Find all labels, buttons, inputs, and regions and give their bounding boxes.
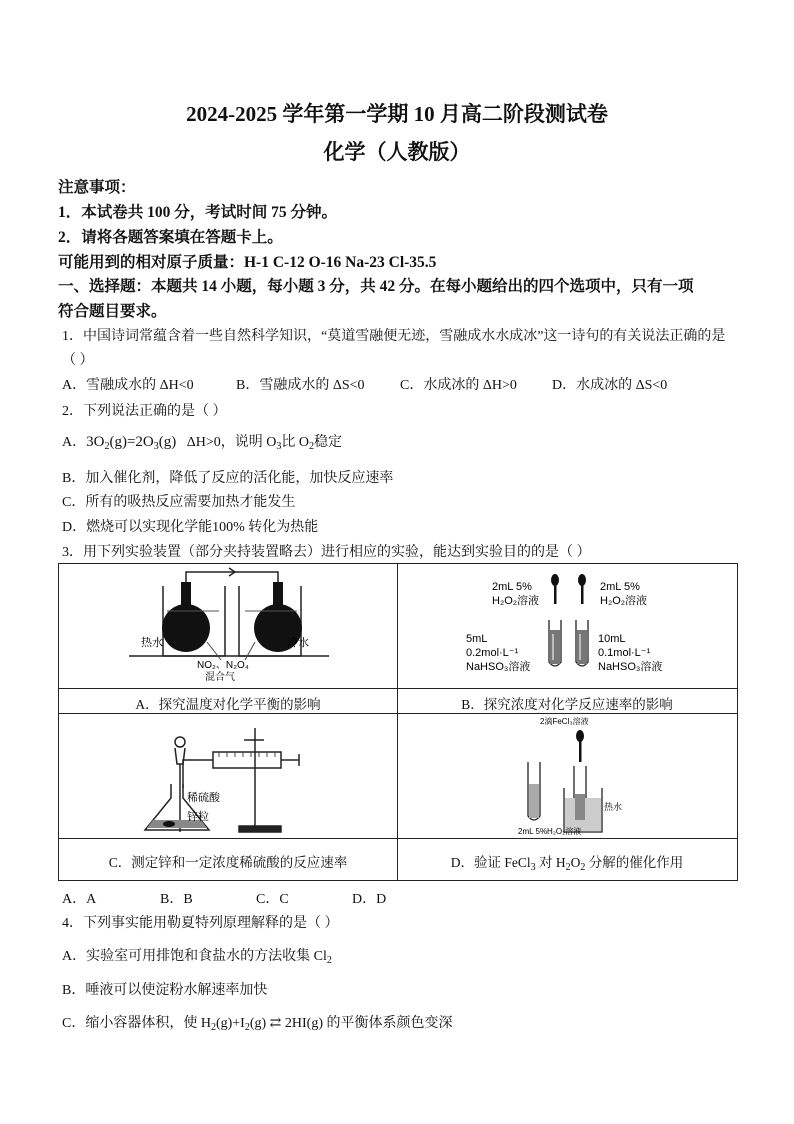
q3-figure-table bbox=[58, 563, 738, 881]
q2-option-d: D．燃烧可以实现化学能100% 转化为热能 bbox=[62, 520, 319, 535]
section-heading-line1: 一、选择题：本题共 14 小题，每小题 3 分，共 42 分。在每小题给出的四个选项中，只有一项 bbox=[58, 278, 694, 295]
q1-option-c: C．水成冰的 ΔH>0 bbox=[400, 378, 517, 393]
figure-b-left-drop-1: 2mL 5% bbox=[492, 581, 532, 593]
figure-a-cold-label: 冷水 bbox=[287, 637, 309, 649]
q4-stem: 4．下列事实能用勒夏特列原理解释的是（ ） bbox=[62, 916, 339, 931]
q2-option-a: A．$3O_2(g)=2O_3(g)$ ΔH>0，说明 $O_3$比 $O_2$稳定 bbox=[62, 434, 343, 452]
atomic-mass-line: 可能用到的相对原子质量：H-1 C-12 O-16 Na-23 Cl-35.5 bbox=[58, 254, 437, 271]
q4-option-c: C．缩小容器体积，使 $H_2(g)+I_2(g)$ ⇄ 2HI(g) 的平衡体系颜色变深 bbox=[62, 1016, 453, 1033]
figure-b-right-sol-1: 10mL bbox=[598, 633, 626, 645]
notes-item-1: 1．本试卷共 100 分，考试时间 75 分钟。 bbox=[58, 204, 338, 221]
q3-option-d: D．D bbox=[352, 892, 387, 907]
q4-option-a: A．实验室可用排饱和食盐水的方法收集 $Cl_2$ bbox=[62, 949, 332, 966]
figure-b-caption: B．探究浓度对化学反应速率的影响 bbox=[461, 697, 673, 712]
figure-a-flasks bbox=[59, 564, 397, 688]
figure-a-caption: A．探究温度对化学平衡的影响 bbox=[135, 697, 321, 712]
figure-b-left-sol-3: NaHSO₃溶液 bbox=[466, 661, 531, 673]
figure-b-right-drop-2: H₂O₂溶液 bbox=[600, 595, 648, 607]
figure-d-drop-label: 2滴FeCl₃溶液 bbox=[540, 717, 589, 726]
q3-stem: 3．用下列实验装置（部分夹持装置略去）进行相应的实验，能达到实验目的的是（ ） bbox=[62, 545, 591, 560]
notes-item-2: 2．请将各题答案填在答题卡上。 bbox=[58, 229, 283, 246]
figure-c-acid-label: 稀硫酸 bbox=[187, 792, 220, 804]
figure-c-caption: C．测定锌和一定浓度稀硫酸的反应速率 bbox=[108, 855, 348, 870]
section-heading-line2: 符合题目要求。 bbox=[58, 303, 167, 320]
q1-stem: 1．中国诗词常蕴含着一些自然科学知识，“莫道雪融便无迹，雪融成水水成冰”这一诗句的有关说法正确的是 bbox=[62, 329, 726, 344]
figure-b-right-drop-1: 2mL 5% bbox=[600, 581, 640, 593]
figure-d-sol-label: 2mL 5%H₂O₂溶液 bbox=[518, 827, 582, 836]
q2-option-c: C．所有的吸热反应需要加热才能发生 bbox=[62, 495, 296, 510]
q1-option-d: D．水成冰的 ΔS<0 bbox=[552, 378, 668, 393]
figure-d-tubes bbox=[398, 714, 737, 838]
q2-option-b: B．加入催化剂，降低了反应的活化能，加快反应速率 bbox=[62, 471, 394, 486]
figure-b-left-drop-2: H₂O₂溶液 bbox=[492, 595, 540, 607]
figure-c-zinc-label: 锌粒 bbox=[187, 811, 209, 823]
figure-b-right-sol-3: NaHSO₃溶液 bbox=[598, 661, 663, 673]
q2-stem: 2．下列说法正确的是（ ） bbox=[62, 404, 227, 419]
figure-a-gas-label: NO₂、N₂O₄ bbox=[197, 660, 249, 671]
exam-subtitle: 化学（人教版） bbox=[323, 140, 471, 164]
figure-b-left-sol-1: 5mL bbox=[466, 633, 488, 645]
q1-stem-blank: （ ） bbox=[62, 353, 94, 368]
notes-heading: 注意事项： bbox=[58, 179, 136, 196]
figure-a-mix-label: 混合气 bbox=[205, 672, 235, 683]
exam-title: 2024-2025 学年第一学期 10 月高二阶段测试卷 bbox=[186, 102, 608, 126]
figure-b-left-sol-2: 0.2mol·L⁻¹ bbox=[466, 647, 519, 659]
figure-d-water-label: 热水 bbox=[604, 802, 623, 812]
q1-option-a: A．雪融成水的 ΔH<0 bbox=[62, 378, 194, 393]
q1-option-b: B．雪融成水的 ΔS<0 bbox=[236, 378, 365, 393]
q3-option-a: A．A bbox=[62, 892, 97, 907]
figure-c-apparatus bbox=[59, 714, 397, 838]
figure-b-right-sol-2: 0.1mol·L⁻¹ bbox=[598, 647, 651, 659]
q3-option-b: B．B bbox=[160, 892, 193, 907]
figure-a-hot-label: 热水 bbox=[141, 637, 163, 649]
figure-d-caption: D．验证 FeCl$_3$ 对 $H_2O_2$ 分解的催化作用 bbox=[450, 855, 684, 873]
q4-option-b: B．唾液可以使淀粉水解速率加快 bbox=[62, 983, 268, 998]
figure-b-tubes bbox=[398, 564, 737, 688]
q3-option-c: C．C bbox=[256, 892, 289, 907]
